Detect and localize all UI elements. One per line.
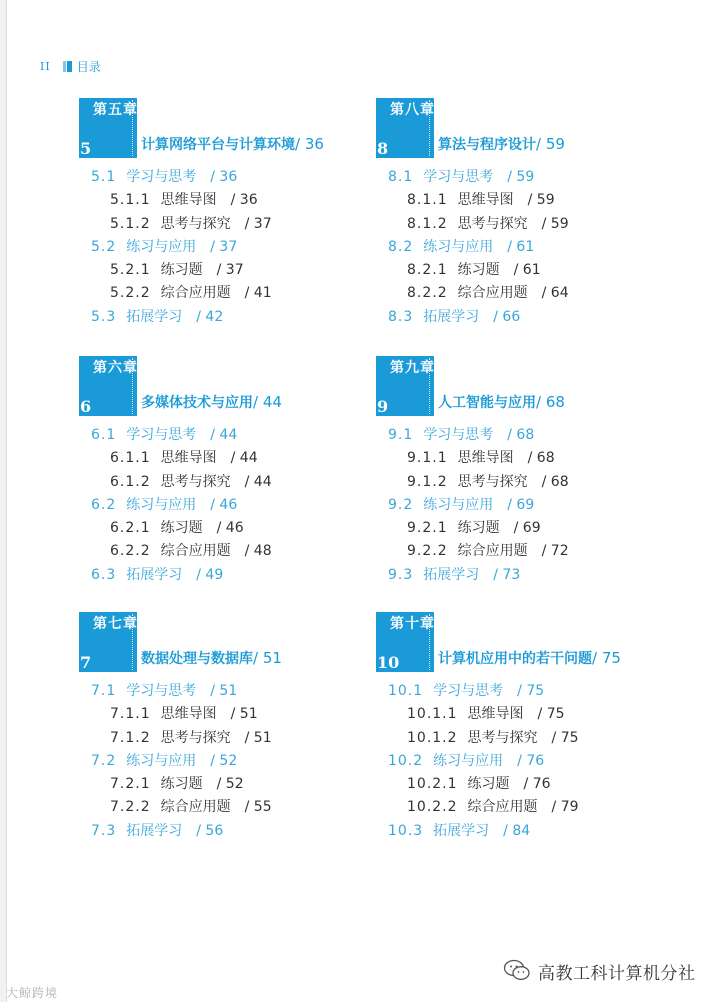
subsection-title: 思考与探究 <box>467 729 538 746</box>
subsection-page: / 72 <box>541 543 569 560</box>
section-page: / 59 <box>507 169 535 185</box>
chapter-title: 人工智能与应用 <box>438 395 536 411</box>
chapter-label: 第八章 <box>390 102 435 118</box>
subsection-title: 思维导图 <box>160 192 217 209</box>
chapter-page: / 36 <box>295 135 324 153</box>
section-page: / 73 <box>493 566 521 583</box>
subsection-number: 5.1.1 <box>110 192 151 209</box>
section-number: 9.3 <box>388 566 414 583</box>
section-page: / 46 <box>210 496 238 513</box>
section-title: 拓展学习 <box>433 822 490 839</box>
chapter-title-line[interactable] <box>141 134 324 154</box>
section-page: / 66 <box>493 308 521 325</box>
section-number: 5.2 <box>91 238 117 255</box>
toc-subsection-entry[interactable] <box>79 282 369 305</box>
chapter-label: 第五章 <box>93 102 138 118</box>
chapter-title: 计算网络平台与计算环境 <box>141 137 295 153</box>
subsection-title: 思考与探究 <box>457 473 528 490</box>
toc-subsection-entry[interactable] <box>376 471 666 494</box>
section-page: / 76 <box>517 752 545 769</box>
toc-subsection-entry[interactable] <box>376 189 666 212</box>
chapter-entries <box>376 424 666 587</box>
section-number: 10.2 <box>388 752 424 769</box>
section-number: 8.1 <box>388 169 414 185</box>
subsection-title: 思考与探究 <box>160 729 231 746</box>
subsection-number: 10.2.2 <box>407 799 458 816</box>
chapter-title: 数据处理与数据库 <box>141 651 253 667</box>
subsection-title: 练习题 <box>467 776 510 793</box>
subsection-page: / 51 <box>244 729 272 746</box>
subsection-title: 思维导图 <box>160 450 217 467</box>
subsection-page: / 69 <box>513 520 541 537</box>
section-title: 练习与应用 <box>126 238 197 255</box>
chapter-block <box>376 356 666 587</box>
chapter-block <box>79 98 369 329</box>
subsection-page: / 59 <box>541 215 569 232</box>
section-page: / 37 <box>210 238 238 255</box>
subsection-number: 10.1.2 <box>407 729 458 746</box>
chapter-title-line[interactable] <box>141 392 282 412</box>
toc-subsection-entry[interactable] <box>79 773 369 796</box>
chapter-page: / 75 <box>592 649 621 667</box>
chapter-title-line[interactable] <box>438 392 565 412</box>
section-page: / 75 <box>517 683 545 699</box>
header-title: 目录 <box>76 59 101 74</box>
subsection-number: 6.1.2 <box>110 473 151 490</box>
chapter-block <box>376 98 666 329</box>
section-title: 学习与思考 <box>423 169 494 185</box>
section-title: 学习与思考 <box>433 683 504 699</box>
section-title: 练习与应用 <box>423 238 494 255</box>
toc-subsection-entry[interactable] <box>376 540 666 563</box>
section-number: 10.1 <box>388 683 424 699</box>
section-title: 练习与应用 <box>126 496 197 513</box>
subsection-page: / 79 <box>551 799 579 816</box>
subsection-number: 6.2.2 <box>110 543 151 560</box>
toc-subsection-entry[interactable] <box>376 727 666 750</box>
section-number: 7.3 <box>91 822 117 839</box>
toc-subsection-entry[interactable] <box>79 471 369 494</box>
toc-section-entry[interactable] <box>376 750 666 773</box>
toc-section-entry[interactable] <box>376 236 666 259</box>
toc-subsection-entry[interactable] <box>376 282 666 305</box>
toc-section-entry[interactable] <box>79 820 369 843</box>
section-page: / 49 <box>196 566 224 583</box>
toc-subsection-entry[interactable] <box>376 447 666 470</box>
section-marker-icon <box>63 61 72 72</box>
section-title: 学习与思考 <box>126 427 197 443</box>
subsection-page: / 75 <box>551 729 579 746</box>
subsection-title: 思维导图 <box>467 706 524 723</box>
toc-section-entry[interactable] <box>79 680 369 703</box>
subsection-number: 7.1.1 <box>110 706 151 723</box>
chapter-box <box>79 356 137 416</box>
chapter-page: / 68 <box>536 393 565 411</box>
section-number: 7.1 <box>91 683 117 699</box>
toc-subsection-entry[interactable] <box>79 189 369 212</box>
chapter-title: 多媒体技术与应用 <box>141 395 253 411</box>
chapter-header <box>79 98 369 158</box>
toc-section-entry[interactable] <box>79 494 369 517</box>
chapter-number: 5 <box>80 139 92 158</box>
section-page: / 51 <box>210 683 238 699</box>
toc-subsection-entry[interactable] <box>79 259 369 282</box>
chapter-title-line[interactable] <box>438 134 565 154</box>
subsection-page: / 44 <box>244 473 272 490</box>
chapter-title: 计算机应用中的若干问题 <box>438 651 592 667</box>
subsection-title: 综合应用题 <box>467 799 538 816</box>
subsection-number: 7.2.2 <box>110 799 151 816</box>
toc-subsection-entry[interactable] <box>79 727 369 750</box>
section-title: 学习与思考 <box>126 169 197 185</box>
section-number: 9.1 <box>388 427 414 443</box>
chapter-entries <box>376 166 666 329</box>
chapter-label: 第七章 <box>93 616 138 632</box>
subsection-number: 6.1.1 <box>110 450 151 467</box>
subsection-title: 思维导图 <box>160 706 217 723</box>
subsection-title: 练习题 <box>160 776 203 793</box>
subsection-number: 7.1.2 <box>110 729 151 746</box>
chapter-number: 6 <box>80 397 92 416</box>
subsection-number: 5.2.1 <box>110 262 151 279</box>
chapter-box <box>79 612 137 672</box>
toc-section-entry[interactable] <box>376 166 666 189</box>
chapter-box <box>79 98 137 158</box>
section-page: / 36 <box>210 169 238 185</box>
toc-subsection-entry[interactable] <box>79 796 369 819</box>
section-page: / 69 <box>507 496 535 513</box>
toc-section-entry[interactable] <box>79 564 369 587</box>
section-number: 6.3 <box>91 566 117 583</box>
chapter-header <box>79 612 369 672</box>
subsection-page: / 75 <box>537 706 565 723</box>
chapter-number: 7 <box>80 653 92 672</box>
chapter-page: / 44 <box>253 393 282 411</box>
subsection-page: / 51 <box>230 706 258 723</box>
subsection-number: 9.1.1 <box>407 450 448 467</box>
chapter-header <box>376 356 666 416</box>
subsection-title: 综合应用题 <box>160 543 231 560</box>
section-number: 9.2 <box>388 496 414 513</box>
subsection-page: / 44 <box>230 450 258 467</box>
toc-section-entry[interactable] <box>79 306 369 329</box>
subsection-page: / 52 <box>216 776 244 793</box>
subsection-page: / 68 <box>527 450 555 467</box>
subsection-number: 5.2.2 <box>110 285 151 302</box>
toc-subsection-entry[interactable] <box>376 213 666 236</box>
chapter-entries <box>376 680 666 843</box>
chapter-block <box>79 612 369 843</box>
subsection-number: 10.2.1 <box>407 776 458 793</box>
subsection-title: 综合应用题 <box>457 543 528 560</box>
chapter-label: 第九章 <box>390 360 435 376</box>
subsection-page: / 46 <box>216 520 244 537</box>
chapter-header <box>376 98 666 158</box>
section-page: / 52 <box>210 752 238 769</box>
subsection-title: 思考与探究 <box>160 215 231 232</box>
subsection-title: 思考与探究 <box>457 215 528 232</box>
section-title: 练习与应用 <box>433 752 504 769</box>
section-page: / 56 <box>196 822 224 839</box>
chapter-block <box>79 356 369 587</box>
watermark-text: 大鲸跨境 <box>6 986 59 1000</box>
section-number: 7.2 <box>91 752 117 769</box>
toc-section-entry[interactable] <box>79 750 369 773</box>
subsection-title: 思维导图 <box>457 450 514 467</box>
toc-section-entry[interactable] <box>376 494 666 517</box>
subsection-number: 7.2.1 <box>110 776 151 793</box>
subsection-page: / 55 <box>244 799 272 816</box>
chapter-page: / 51 <box>253 649 282 667</box>
toc-subsection-entry[interactable] <box>376 703 666 726</box>
toc-subsection-entry[interactable] <box>79 213 369 236</box>
subsection-page: / 48 <box>244 543 272 560</box>
subsection-title: 练习题 <box>457 262 500 279</box>
subsection-page: / 68 <box>541 473 569 490</box>
subsection-number: 9.2.2 <box>407 543 448 560</box>
section-title: 学习与思考 <box>126 683 197 699</box>
subsection-title: 综合应用题 <box>160 285 231 302</box>
subsection-page: / 36 <box>230 192 258 209</box>
subsection-page: / 37 <box>216 262 244 279</box>
toc-section-entry[interactable] <box>376 424 666 447</box>
subsection-number: 8.2.2 <box>407 285 448 302</box>
subsection-title: 综合应用题 <box>457 285 528 302</box>
section-title: 拓展学习 <box>126 308 183 325</box>
chapter-title: 算法与程序设计 <box>438 137 536 153</box>
section-title: 练习与应用 <box>126 752 197 769</box>
footer <box>0 950 724 1002</box>
chapter-number: 8 <box>377 139 389 158</box>
subsection-number: 8.1.1 <box>407 192 448 209</box>
toc-section-entry[interactable] <box>376 680 666 703</box>
wechat-icon <box>503 959 531 981</box>
section-page: / 44 <box>210 427 238 443</box>
toc-section-entry[interactable] <box>376 306 666 329</box>
toc-section-entry[interactable] <box>376 564 666 587</box>
section-number: 6.1 <box>91 427 117 443</box>
subsection-page: / 41 <box>244 285 272 302</box>
subsection-page: / 76 <box>523 776 551 793</box>
section-title: 拓展学习 <box>126 822 183 839</box>
toc-section-entry[interactable] <box>79 166 369 189</box>
subsection-title: 思考与探究 <box>160 473 231 490</box>
section-title: 拓展学习 <box>423 566 480 583</box>
section-title: 学习与思考 <box>423 427 494 443</box>
subsection-title: 练习题 <box>160 262 203 279</box>
section-number: 10.3 <box>388 822 424 839</box>
section-number: 8.3 <box>388 308 414 325</box>
section-page: / 61 <box>507 238 535 255</box>
subsection-number: 5.1.2 <box>110 215 151 232</box>
chapter-number: 10 <box>377 653 400 672</box>
toc-section-entry[interactable] <box>79 236 369 259</box>
subsection-number: 9.2.1 <box>407 520 448 537</box>
subsection-number: 10.1.1 <box>407 706 458 723</box>
section-title: 练习与应用 <box>423 496 494 513</box>
subsection-page: / 37 <box>244 215 272 232</box>
subsection-page: / 61 <box>513 262 541 279</box>
chapter-block <box>376 612 666 843</box>
toc-subsection-entry[interactable] <box>79 517 369 540</box>
section-title: 拓展学习 <box>423 308 480 325</box>
toc-subsection-entry[interactable] <box>79 703 369 726</box>
chapter-title-line[interactable] <box>141 648 282 668</box>
toc-section-entry[interactable] <box>79 424 369 447</box>
chapter-entries <box>79 424 369 587</box>
chapter-page: / 59 <box>536 135 565 153</box>
subsection-title: 综合应用题 <box>160 799 231 816</box>
subsection-number: 8.1.2 <box>407 215 448 232</box>
toc-subsection-entry[interactable] <box>376 796 666 819</box>
chapter-entries <box>79 680 369 843</box>
running-header <box>40 57 101 75</box>
chapter-title-line[interactable] <box>438 648 621 668</box>
section-number: 5.3 <box>91 308 117 325</box>
section-number: 6.2 <box>91 496 117 513</box>
subsection-page: / 64 <box>541 285 569 302</box>
section-number: 5.1 <box>91 169 117 185</box>
chapter-header <box>376 612 666 672</box>
subsection-title: 练习题 <box>160 520 203 537</box>
toc-subsection-entry[interactable] <box>376 259 666 282</box>
subsection-number: 9.1.2 <box>407 473 448 490</box>
subsection-page: / 59 <box>527 192 555 209</box>
subsection-title: 思维导图 <box>457 192 514 209</box>
page-number: II <box>40 59 51 73</box>
subsection-number: 8.2.1 <box>407 262 448 279</box>
chapter-header <box>79 356 369 416</box>
chapter-box <box>376 612 434 672</box>
chapter-box <box>376 356 434 416</box>
account-name: 高教工科计算机分社 <box>538 964 696 984</box>
toc-subsection-entry[interactable] <box>79 540 369 563</box>
page-edge <box>0 0 7 1002</box>
toc-section-entry[interactable] <box>376 820 666 843</box>
chapter-label: 第十章 <box>390 616 435 632</box>
subsection-number: 6.2.1 <box>110 520 151 537</box>
section-page: / 68 <box>507 427 535 443</box>
chapter-box <box>376 98 434 158</box>
subsection-title: 练习题 <box>457 520 500 537</box>
toc-subsection-entry[interactable] <box>376 773 666 796</box>
toc-subsection-entry[interactable] <box>79 447 369 470</box>
chapter-label: 第六章 <box>93 360 138 376</box>
section-page: / 42 <box>196 308 224 325</box>
chapter-number: 9 <box>377 397 389 416</box>
chapter-entries <box>79 166 369 329</box>
section-page: / 84 <box>503 822 531 839</box>
section-title: 拓展学习 <box>126 566 183 583</box>
toc-subsection-entry[interactable] <box>376 517 666 540</box>
section-number: 8.2 <box>388 238 414 255</box>
